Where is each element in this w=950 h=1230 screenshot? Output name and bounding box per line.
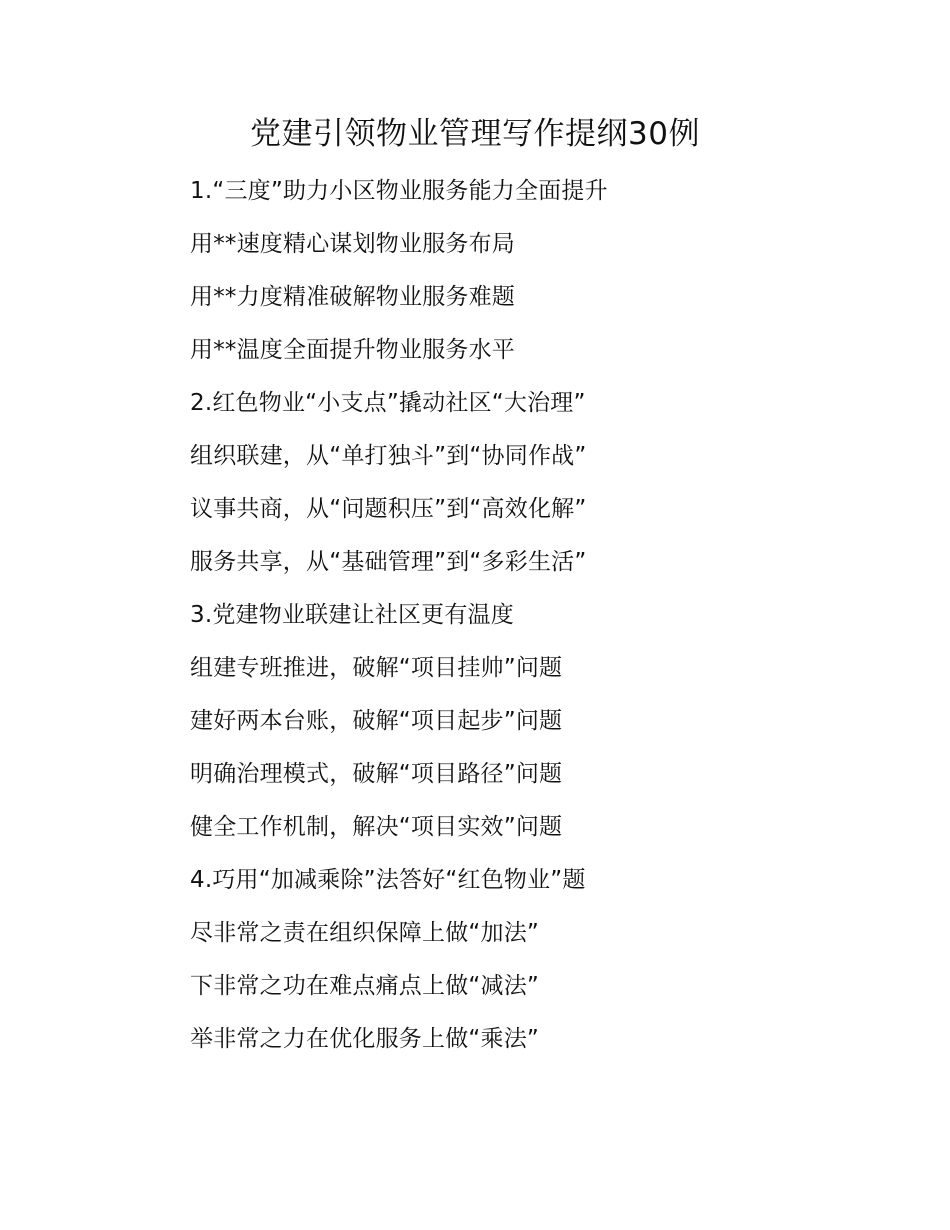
outline-item: 议事共商，从“问题积压”到“高效化解” — [190, 496, 587, 522]
outline-item: 尽非常之责在组织保障上做“加法” — [190, 920, 540, 946]
outline-item: 服务共享，从“基础管理”到“多彩生活” — [190, 549, 587, 575]
outline-item: 明确治理模式，破解“项目路径”问题 — [190, 761, 563, 787]
outline-item: 用**力度精准破解物业服务难题 — [190, 284, 515, 310]
outline-heading-4: 4.巧用“加减乘除”法答好“红色物业”题 — [190, 867, 586, 893]
outline-item: 组建专班推进，破解“项目挂帅”问题 — [190, 655, 563, 681]
outline-list — [190, 171, 910, 1072]
outline-item: 用**速度精心谋划物业服务布局 — [190, 231, 515, 257]
outline-heading-3: 3.党建物业联建让社区更有温度 — [190, 602, 514, 628]
outline-item: 举非常之力在优化服务上做“乘法” — [190, 1026, 540, 1052]
outline-item: 下非常之功在难点痛点上做“减法” — [190, 973, 540, 999]
outline-item: 健全工作机制，解决“项目实效”问题 — [190, 814, 563, 840]
outline-item: 用**温度全面提升物业服务水平 — [190, 337, 515, 363]
outline-item: 建好两本台账，破解“项目起步”问题 — [190, 708, 563, 734]
outline-heading-2: 2.红色物业“小支点”撬动社区“大治理” — [190, 390, 586, 416]
document-title: 党建引领物业管理写作提纲30例 — [250, 116, 700, 152]
outline-item: 组织联建，从“单打独斗”到“协同作战” — [190, 443, 587, 469]
outline-heading-1: 1.“三度”助力小区物业服务能力全面提升 — [190, 178, 608, 204]
